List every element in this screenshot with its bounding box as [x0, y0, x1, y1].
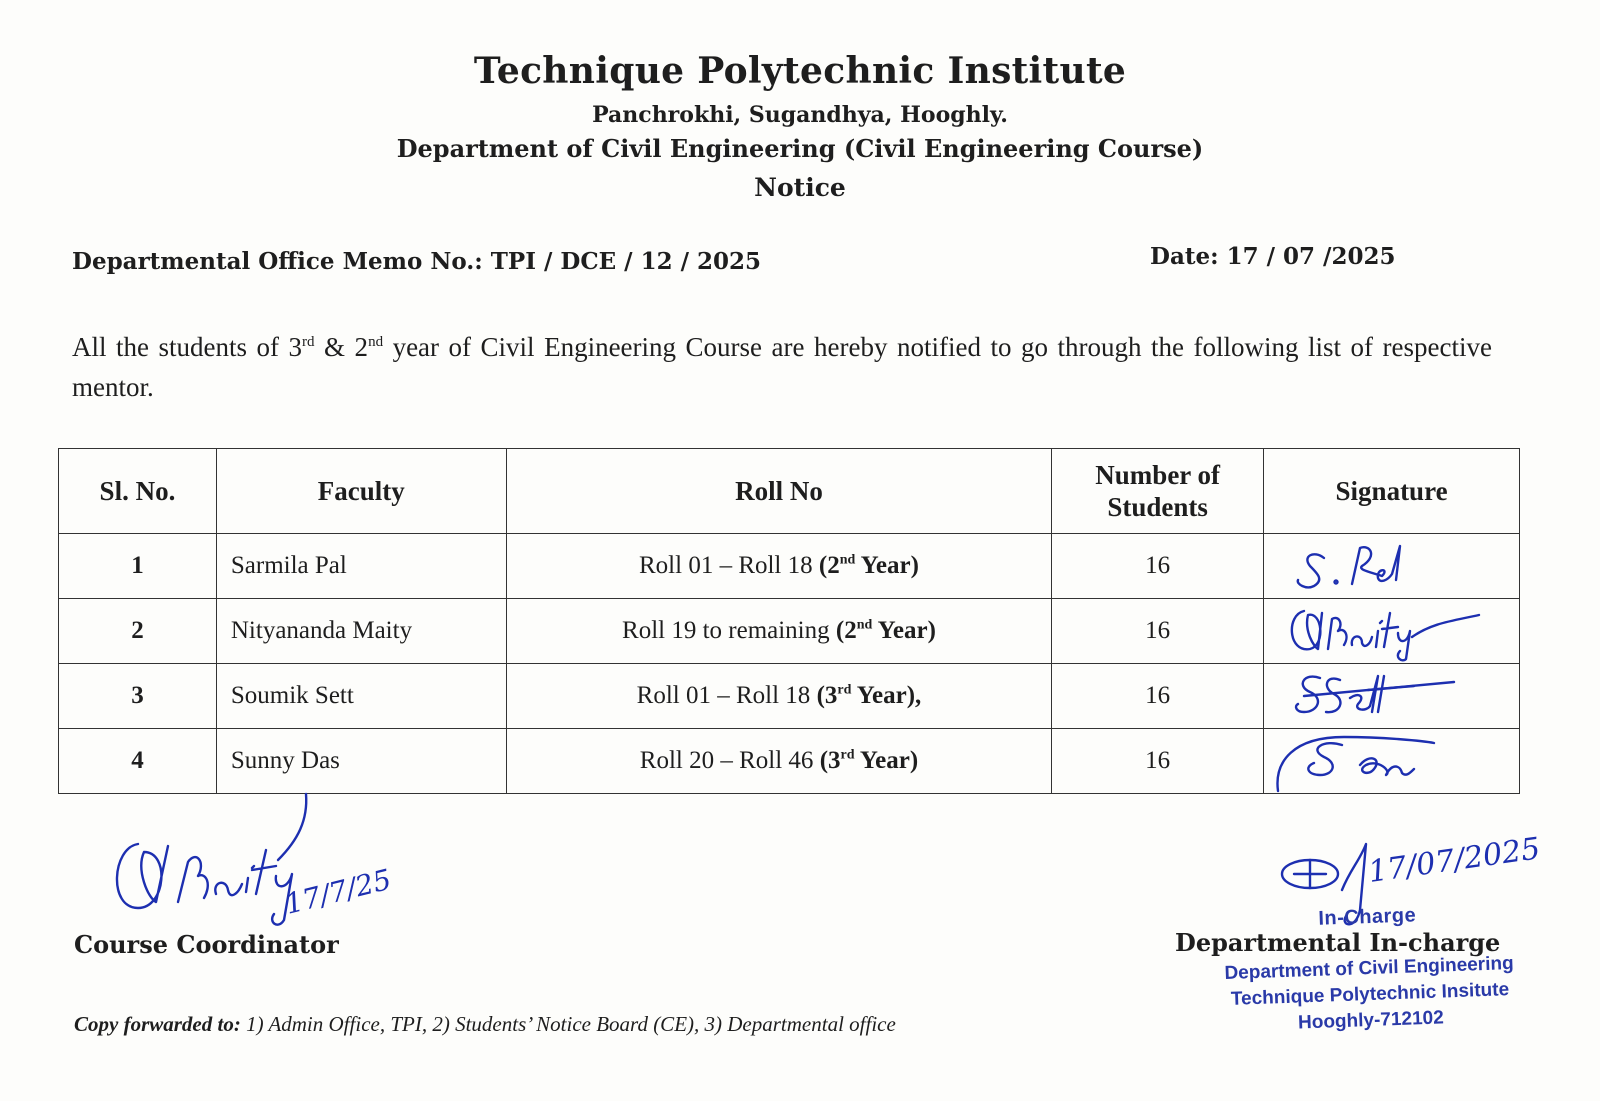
- year-close: Year): [872, 617, 936, 644]
- svg-text:17/07/2025: 17/07/2025: [1366, 831, 1543, 890]
- mentor-table: [58, 448, 1520, 794]
- year-superscript: rd: [840, 747, 855, 763]
- handwritten-signature: [1274, 536, 1484, 594]
- svg-text:17/7/25: 17/7/25: [281, 862, 395, 921]
- table-header-row: [59, 449, 1520, 534]
- cell-faculty: Soumik Sett: [216, 664, 506, 729]
- stamp-line: Department of Civil Engineering: [1224, 952, 1514, 985]
- memo-date: Date: 17 / 07 /2025: [1150, 243, 1396, 270]
- notice-body: [72, 322, 1492, 407]
- notice-title: Notice: [754, 173, 846, 202]
- cell-faculty: Sarmila Pal: [216, 534, 506, 599]
- header-faculty: Faculty: [216, 449, 506, 534]
- year-label: [819, 552, 919, 579]
- cell-roll-no: [506, 729, 1052, 794]
- copy-forwarded-label: Copy forwarded to:: [74, 1012, 241, 1036]
- copy-forwarded-list: 1) Admin Office, TPI, 2) Students’ Notice Board (CE), 3) Departmental office: [240, 1012, 896, 1036]
- table-row: [59, 729, 1520, 794]
- institute-name: Technique Polytechnic Institute: [473, 50, 1127, 92]
- year-open: (2: [818, 552, 840, 579]
- year-label: [836, 617, 936, 644]
- year-open: (3: [819, 747, 841, 774]
- body-text-part: year of Civil Engineering Course are hereby notified to go through the following list of respective mentor.: [72, 332, 1492, 402]
- table-row: [59, 599, 1520, 664]
- copy-forwarded: [74, 1012, 896, 1037]
- institute-address: Panchrokhi, Sugandhya, Hooghly.: [592, 102, 1008, 128]
- header-roll-no: Roll No: [506, 449, 1052, 534]
- stamp-line: In-Charge: [1318, 904, 1417, 930]
- header-signature: Signature: [1264, 449, 1520, 534]
- department-name: Department of Civil Engineering (Civil Engineering Course): [396, 134, 1204, 163]
- coordinator-signature: [108, 790, 408, 940]
- year-close: Year): [855, 552, 919, 579]
- cell-signature: [1264, 729, 1520, 794]
- incharge-label: Departmental In-charge: [1175, 928, 1501, 957]
- handwritten-signature: [1274, 731, 1484, 789]
- cell-roll-no: [506, 599, 1052, 664]
- cell-number-of-students: 16: [1052, 599, 1264, 664]
- roll-range: Roll 19 to remaining: [622, 617, 836, 644]
- cell-sl-no: 4: [59, 729, 217, 794]
- year-open: (3: [816, 682, 838, 709]
- cell-signature: [1264, 534, 1520, 599]
- roll-range: Roll 20 – Roll 46: [639, 747, 820, 774]
- cell-faculty: Sunny Das: [216, 729, 506, 794]
- year-superscript: nd: [856, 617, 873, 633]
- body-superscript: rd: [302, 334, 315, 350]
- header-sl-no: Sl. No.: [59, 449, 217, 534]
- year-label: [820, 747, 918, 774]
- table-row: [59, 534, 1520, 599]
- cell-roll-no: [506, 664, 1052, 729]
- cell-faculty: Nityananda Maity: [216, 599, 506, 664]
- coordinator-label: Course Coordinator: [74, 930, 339, 959]
- stamp-line: Technique Polytechnic Insitute: [1230, 979, 1510, 1010]
- roll-range: Roll 01 – Roll 18: [636, 682, 817, 709]
- cell-roll-no: [506, 534, 1052, 599]
- year-superscript: nd: [839, 552, 856, 568]
- stamp-line: Hooghly-712102: [1297, 1007, 1445, 1034]
- year-close: Year): [854, 747, 919, 774]
- year-superscript: rd: [837, 682, 852, 698]
- cell-number-of-students: 16: [1052, 664, 1264, 729]
- handwritten-signature: [1274, 666, 1484, 724]
- year-open: (2: [835, 617, 857, 644]
- cell-signature: [1264, 664, 1520, 729]
- handwritten-signature: [1274, 601, 1484, 659]
- roll-range: Roll 01 – Roll 18: [639, 552, 819, 579]
- year-close: Year),: [851, 682, 922, 709]
- cell-number-of-students: 16: [1052, 534, 1264, 599]
- body-text-part: & 2: [314, 332, 369, 362]
- body-text-part: All the students of 3: [72, 332, 303, 362]
- cell-number-of-students: 16: [1052, 729, 1264, 794]
- cell-sl-no: 1: [59, 534, 217, 599]
- table-row: [59, 664, 1520, 729]
- cell-sl-no: 3: [59, 664, 217, 729]
- memo-number: Departmental Office Memo No.: TPI / DCE / 12 / 2025: [72, 248, 762, 275]
- cell-sl-no: 2: [59, 599, 217, 664]
- header-number-of-students: Number of Students: [1052, 449, 1264, 534]
- year-label: [817, 682, 922, 709]
- cell-signature: [1264, 599, 1520, 664]
- body-superscript: nd: [368, 334, 384, 350]
